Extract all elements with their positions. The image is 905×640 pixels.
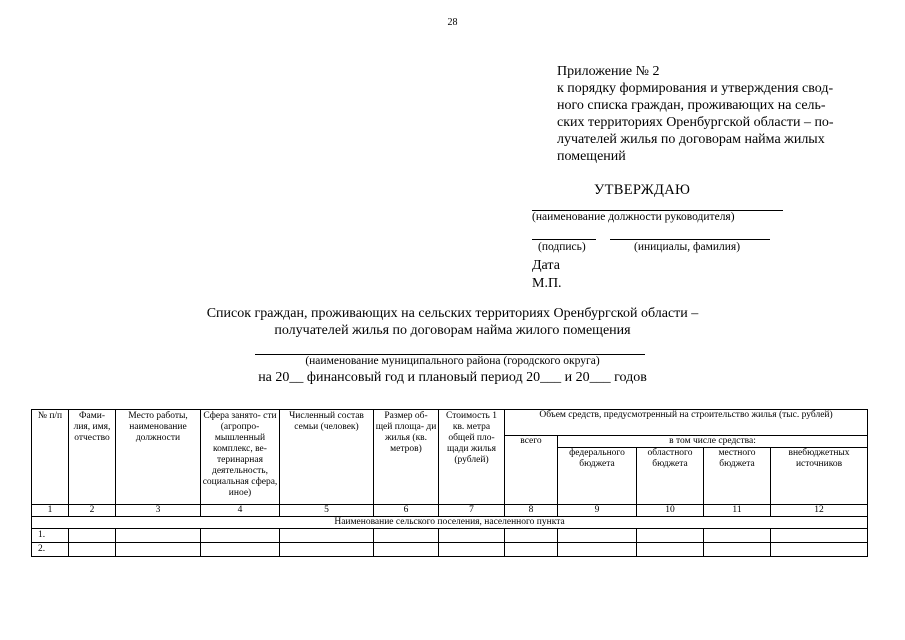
table-cell xyxy=(374,543,439,557)
table-cell xyxy=(637,543,704,557)
name-label: (инициалы, фамилия) xyxy=(634,241,741,253)
header-federal: федерального бюджета xyxy=(558,448,637,505)
table-cell xyxy=(558,529,637,543)
table-cell xyxy=(558,543,637,557)
table-cell xyxy=(201,543,280,557)
table-row xyxy=(32,529,868,543)
header-area: Размер об- щей площа- ди жилья (кв. метров) xyxy=(374,410,439,505)
header-workplace: Место работы, наименование должности xyxy=(116,410,201,505)
column-number: 1 xyxy=(32,505,69,517)
column-number: 9 xyxy=(558,505,637,517)
table-cell xyxy=(374,529,439,543)
header-num: № п/п xyxy=(32,410,69,505)
signature-label: (подпись) xyxy=(538,241,586,253)
table-cell xyxy=(704,543,771,557)
column-number: 7 xyxy=(439,505,505,517)
table-cell xyxy=(280,543,374,557)
table-cell xyxy=(201,529,280,543)
appendix-line: ских территориях Оренбургской области – по- xyxy=(557,115,834,130)
row-number: 2. xyxy=(32,543,69,557)
period-line: на 20__ финансовый год и плановый период 20___ и 20___ годов xyxy=(258,370,647,385)
table-cell xyxy=(439,543,505,557)
header-regional: областного бюджета xyxy=(637,448,704,505)
list-title-line2: получателей жилья по договорам найма жилого помещения xyxy=(274,323,631,338)
column-number: 11 xyxy=(704,505,771,517)
list-title xyxy=(0,305,905,339)
header-fio: Фами- лия, имя, отчество xyxy=(69,410,116,505)
stamp-label: М.П. xyxy=(532,276,562,291)
page-number: 28 xyxy=(447,17,458,28)
column-number: 5 xyxy=(280,505,374,517)
column-number: 8 xyxy=(505,505,558,517)
header-funds: Объем средств, предусмотренный на строительство жилья (тыс. рублей) xyxy=(505,410,868,436)
table-cell xyxy=(771,529,868,543)
citizens-table xyxy=(31,409,868,557)
table-row xyxy=(32,543,868,557)
header-local: местного бюджета xyxy=(704,448,771,505)
date-label: Дата xyxy=(532,258,560,273)
table-cell xyxy=(69,529,116,543)
table-cell xyxy=(505,529,558,543)
section-label: Наименование сельского поселения, населенного пункта xyxy=(32,517,868,529)
column-number: 4 xyxy=(201,505,280,517)
municipality-label: (наименование муниципального района (городского округа) xyxy=(305,355,600,367)
header-total: всего xyxy=(505,436,558,505)
header-including: в том числе средства: xyxy=(558,436,868,448)
column-number: 3 xyxy=(116,505,201,517)
table-cell xyxy=(704,529,771,543)
table-cell xyxy=(439,529,505,543)
appendix-line: лучателей жилья по договорам найма жилых xyxy=(557,132,825,147)
table-cell xyxy=(69,543,116,557)
header-cost: Стоимость 1 кв. метра общей пло- щади жилья (рублей) xyxy=(439,410,505,505)
appendix-line: Приложение № 2 xyxy=(557,64,660,79)
signature-underline xyxy=(532,239,596,240)
column-number: 2 xyxy=(69,505,116,517)
header-extra: внебюджетных источников xyxy=(771,448,868,505)
table-cell xyxy=(116,529,201,543)
column-number: 6 xyxy=(374,505,439,517)
name-underline xyxy=(610,239,770,240)
column-number: 10 xyxy=(637,505,704,517)
table-cell xyxy=(505,543,558,557)
header-sphere: Сфера занято- сти (агропро- мышленный комплекс, ве- теринарная деятельность, социальная сфера, иное) xyxy=(201,410,280,505)
appendix-line: помещений xyxy=(557,149,626,164)
table-cell xyxy=(637,529,704,543)
header-family: Численный состав семьи (человек) xyxy=(280,410,374,505)
list-title-line1: Список граждан, проживающих на сельских территориях Оренбургской области – xyxy=(206,306,699,321)
appendix-line: к порядку формирования и утверждения свод- xyxy=(557,81,834,96)
appendix-line: ного списка граждан, проживающих на сель- xyxy=(557,98,826,113)
appendix-header xyxy=(557,63,857,165)
row-number: 1. xyxy=(32,529,69,543)
column-number: 12 xyxy=(771,505,868,517)
table-cell xyxy=(116,543,201,557)
table-cell xyxy=(280,529,374,543)
position-label: (наименование должности руководителя) xyxy=(532,211,735,223)
approval-title: УТВЕРЖДАЮ xyxy=(594,182,691,198)
table-cell xyxy=(771,543,868,557)
